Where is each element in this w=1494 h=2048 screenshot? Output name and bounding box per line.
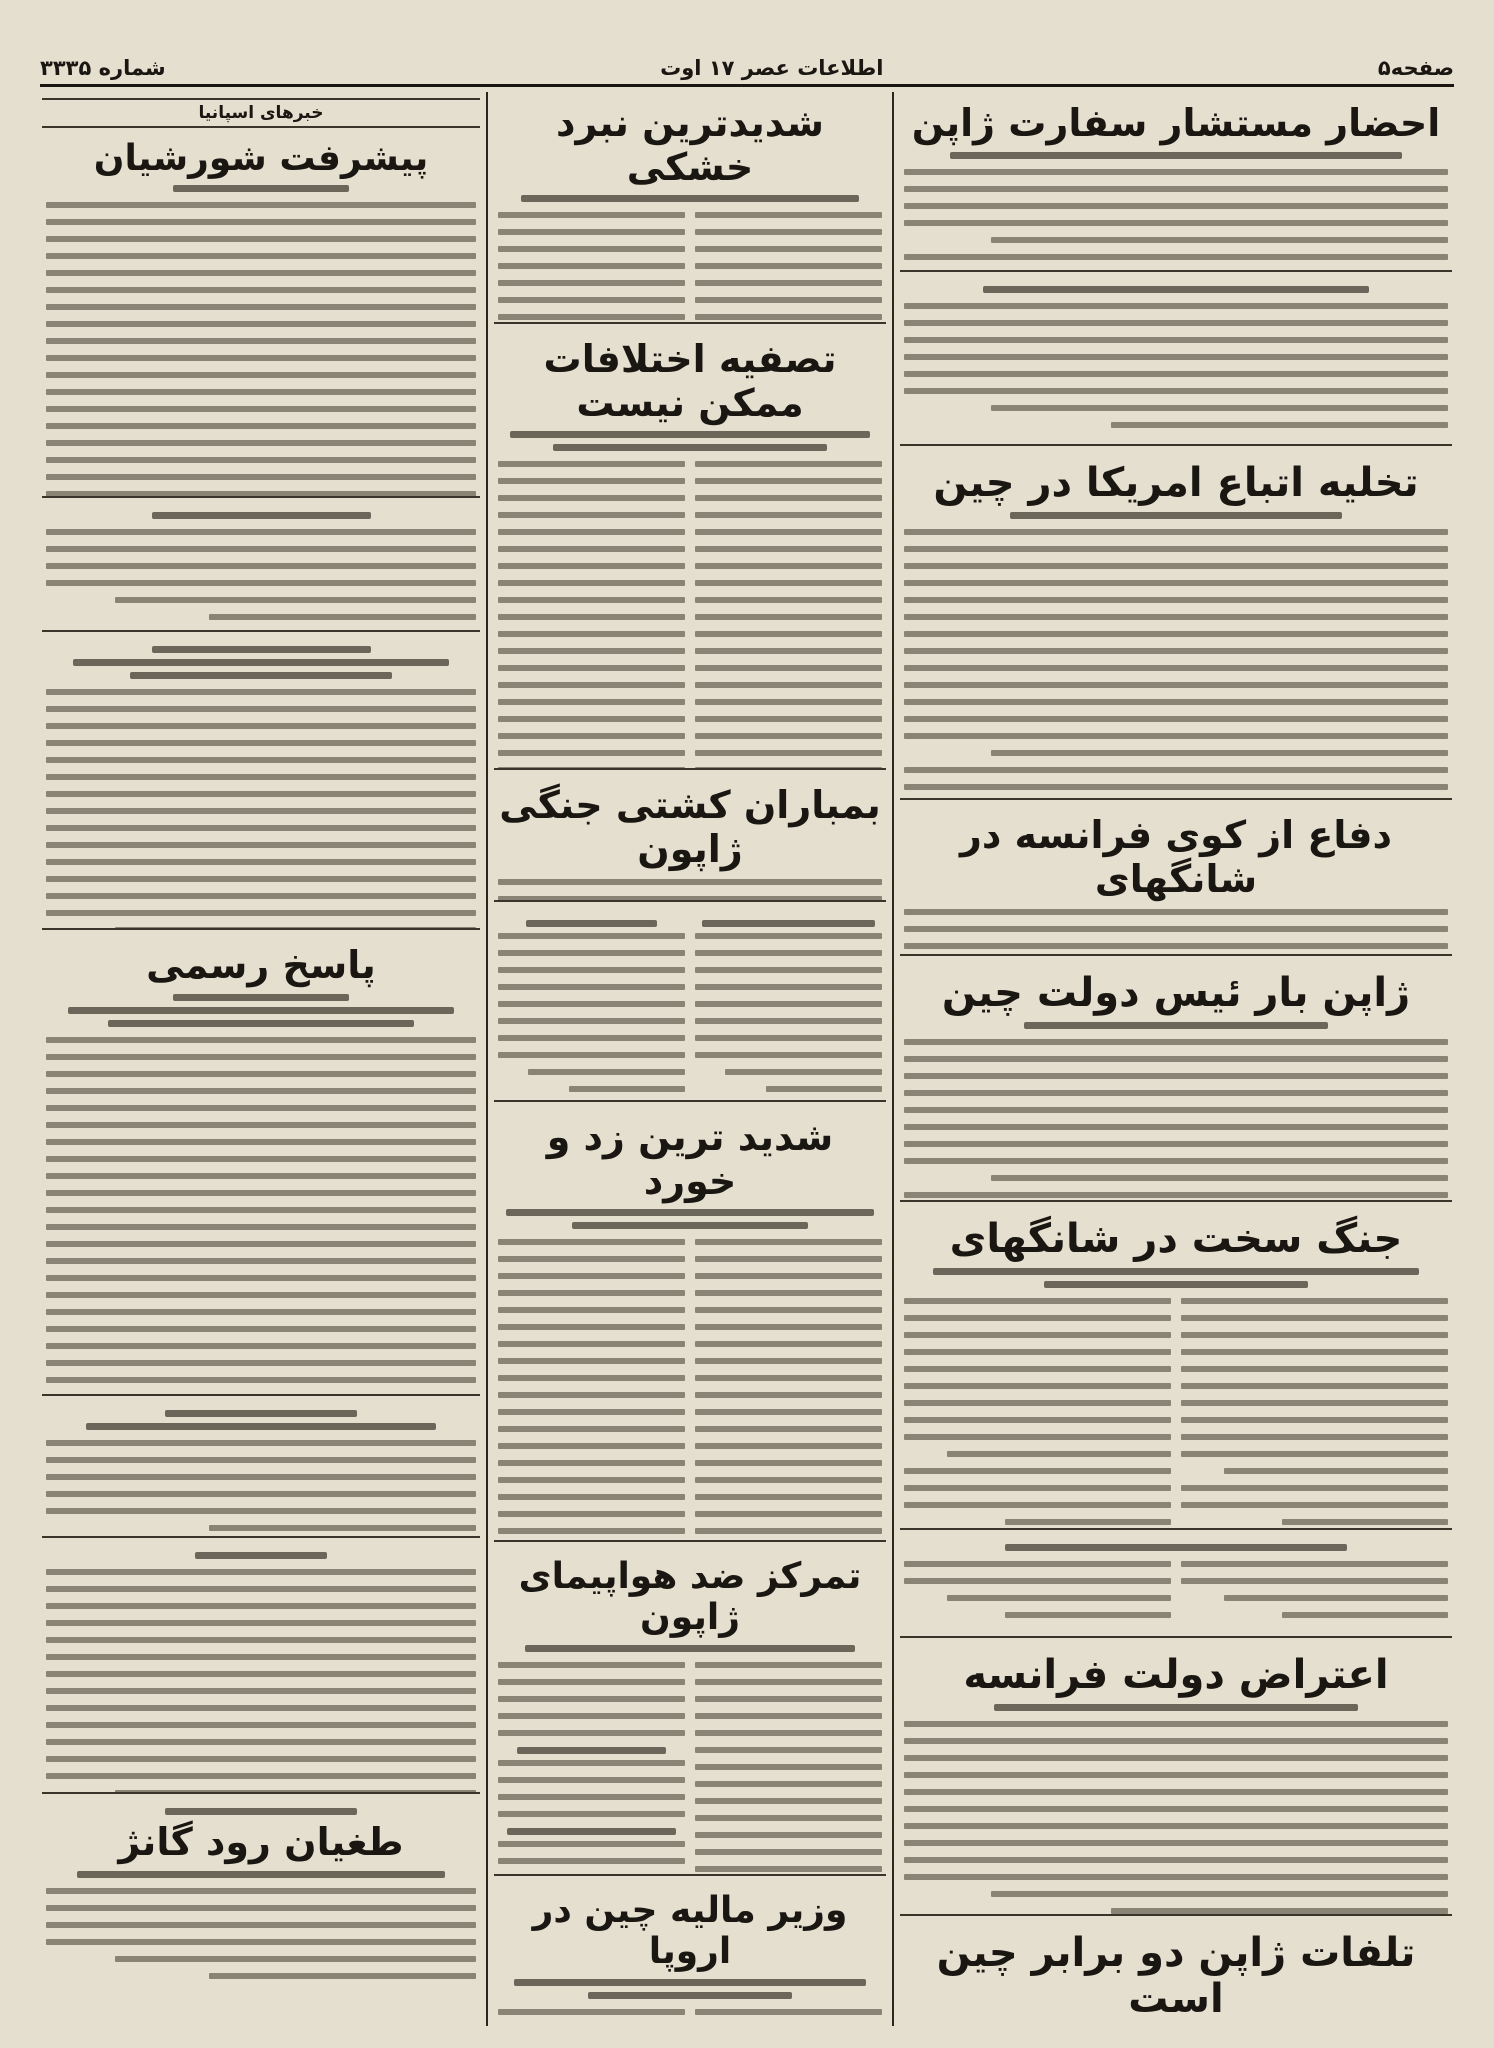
article: [494, 1110, 886, 1542]
article: [900, 1538, 1452, 1638]
headline: پیشرفت شورشیان: [93, 138, 429, 179]
article: [42, 1546, 480, 1794]
headline: شدیدترین نبرد خشکی: [555, 101, 825, 189]
column-right: [900, 96, 1452, 2026]
headline: شدید ترین زد و خورد: [546, 1115, 834, 1203]
article: [494, 96, 886, 324]
subheading: [152, 512, 371, 519]
subheading: [73, 659, 450, 666]
subheading: [130, 672, 393, 679]
column-rule: [486, 92, 488, 2026]
article: [900, 96, 1452, 272]
subheading: [108, 1020, 415, 1027]
article-body: [494, 875, 886, 902]
article: [900, 808, 1452, 956]
article: [42, 506, 480, 632]
subheading: [521, 195, 858, 202]
article-body: [42, 1884, 480, 1990]
article-body: [494, 910, 886, 1102]
subheading: [86, 1423, 436, 1430]
article: [42, 938, 480, 1396]
headline: جنگ سخت در شانگهای: [949, 1216, 1403, 1262]
article-body: [42, 1565, 480, 1794]
article: [900, 964, 1452, 1202]
subheading: [553, 444, 827, 451]
article: [494, 910, 886, 1102]
subheading: [195, 1552, 326, 1559]
column-rule: [892, 92, 894, 2026]
article-body: [900, 525, 1452, 800]
issue-number: شماره ۳۳۳۵: [40, 56, 166, 80]
headline: تصفیه اختلافات ممکن نیست: [543, 337, 837, 425]
headline: ژاپن بار ئیس دولت چین: [941, 970, 1411, 1016]
article-body: [494, 1235, 886, 1542]
headline: تلفات ژاپن دو برابر چین است: [936, 1930, 1416, 2022]
article-body: [900, 1035, 1452, 1202]
subheading: [510, 431, 871, 438]
article: [900, 280, 1452, 446]
subheading: [506, 1209, 874, 1216]
page-header: [40, 52, 1454, 87]
article-body: [900, 1557, 1452, 1629]
article: [42, 1404, 480, 1538]
article: [494, 778, 886, 902]
article-body: [900, 1294, 1452, 1530]
paper-date: اطلاعات عصر ۱۷ اوت: [660, 56, 884, 80]
subheading: [525, 1645, 854, 1652]
article-body: [900, 165, 1452, 272]
subheading: [1005, 1544, 1347, 1551]
article-body: [494, 208, 886, 324]
article-body: [42, 525, 480, 631]
article-body: [900, 905, 1452, 956]
article: [900, 1646, 1452, 1916]
subheading: [983, 286, 1369, 293]
subheading: [173, 185, 348, 192]
article: [494, 1884, 886, 2026]
article-body: [42, 1436, 480, 1538]
headline: دفاع از کوی فرانسه در شانگهای: [959, 813, 1393, 901]
column-left: [42, 96, 480, 2026]
subheading: [514, 1979, 867, 1986]
article: [900, 1210, 1452, 1530]
subheading: [994, 1704, 1358, 1711]
article: [42, 640, 480, 930]
subheading: [588, 1992, 792, 1999]
headline: تخلیه اتباع امریکا در چین: [933, 460, 1419, 506]
article: [900, 454, 1452, 800]
headline: پاسخ رسمی: [146, 943, 376, 987]
article: [900, 1924, 1452, 2026]
article-body: [494, 457, 886, 770]
column-middle: [494, 96, 886, 2026]
headline: اعتراض دولت فرانسه: [963, 1652, 1389, 1698]
article-body: [494, 1658, 886, 1876]
article: [42, 1802, 480, 2008]
article-body: [42, 685, 480, 930]
subheading: [1044, 1281, 1309, 1288]
article: [494, 1550, 886, 1876]
headline: احضار مستشار سفارت ژاپن: [911, 101, 1441, 145]
article-body: [494, 2005, 886, 2026]
subheading: [77, 1871, 445, 1878]
article-body: [900, 1717, 1452, 1916]
subheading: [165, 1808, 358, 1815]
headline: تمرکز ضد هواپیمای ژاپون: [518, 1556, 862, 1639]
subheading: [68, 1007, 453, 1014]
headline: وزیر مالیه چین در اروپا: [532, 1890, 848, 1973]
article-body: [42, 1033, 480, 1396]
subheading: [165, 1410, 358, 1417]
subheading: [173, 994, 348, 1001]
subheading: [1010, 512, 1341, 519]
subheading: [152, 646, 371, 653]
headline: طغیان رود گانژ: [118, 1820, 404, 1864]
subheading: [950, 152, 1403, 159]
article: [494, 332, 886, 770]
article: [42, 132, 480, 498]
page-label: صفحه۵: [1377, 56, 1454, 80]
article-body: [900, 299, 1452, 439]
headline: بمباران کشتی جنگی ژاپون: [499, 783, 881, 871]
subheading: [572, 1222, 807, 1229]
subheading: [1024, 1022, 1328, 1029]
article-body: [42, 198, 480, 498]
section-tag: خبرهای اسپانیا: [42, 98, 480, 128]
subheading: [933, 1268, 1419, 1275]
